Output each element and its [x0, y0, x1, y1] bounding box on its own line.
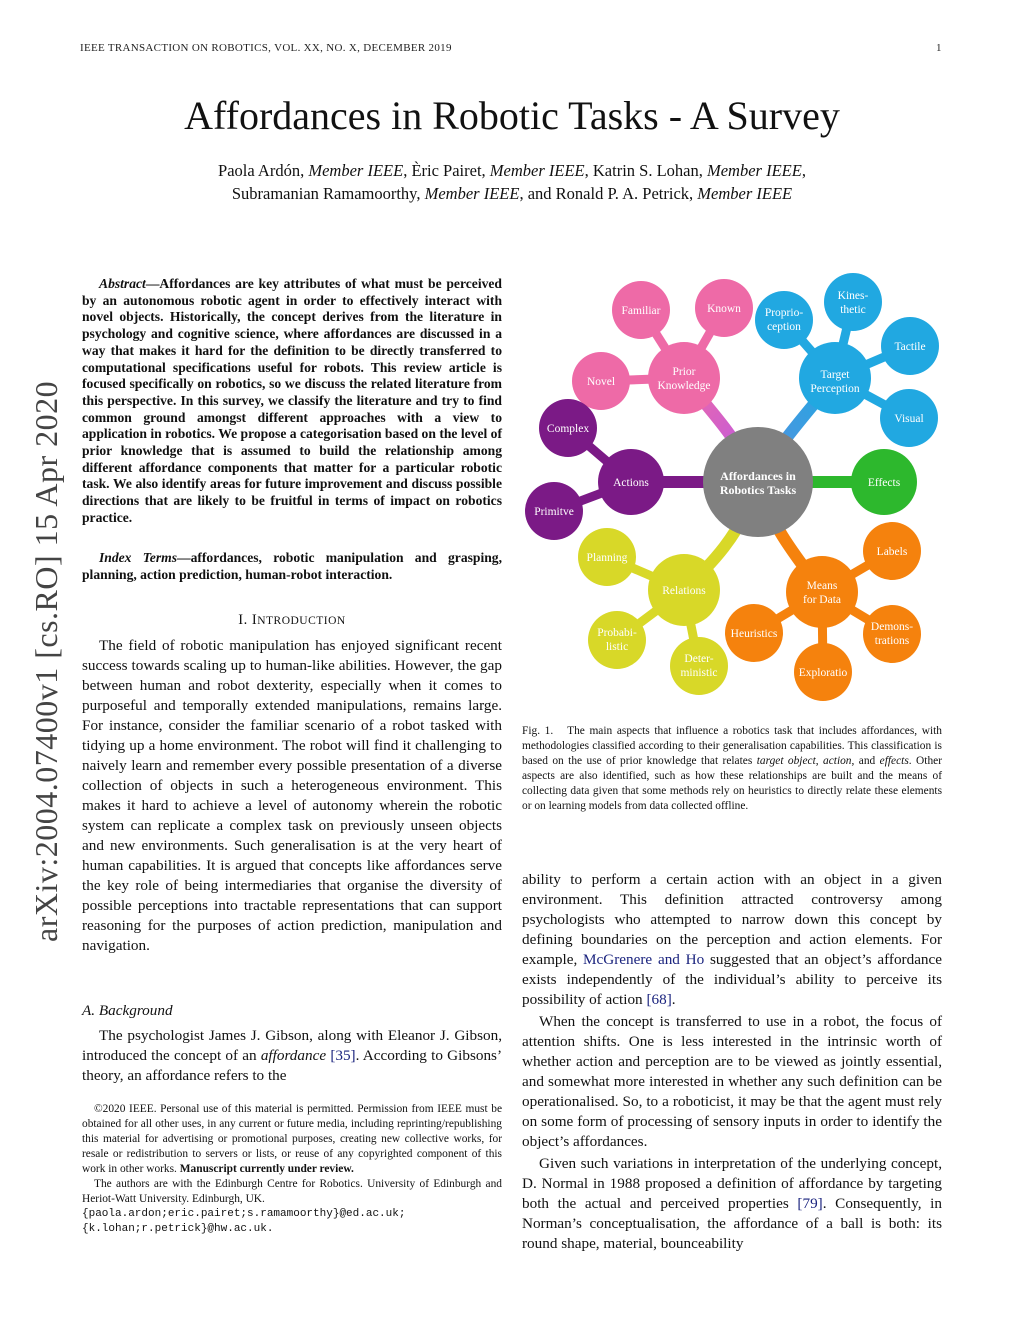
mcgrenere-link[interactable]: McGrenere and Ho: [583, 951, 705, 968]
svg-text:Primitve: Primitve: [534, 506, 574, 518]
affiliation: The authors are with the Edinburgh Centre for Robotics. University of Edinburgh and Heriot-Watt University. Edinburgh, UK.: [82, 1178, 502, 1205]
svg-text:Novel: Novel: [586, 376, 616, 388]
author-name: Paola Ardón: [218, 161, 301, 180]
arxiv-identifier: arXiv:2004.07400v1 [cs.RO] 15 Apr 2020: [28, 380, 64, 942]
email-line: {k.lohan;r.petrick}@hw.ac.uk.: [82, 1223, 274, 1235]
index-terms-text: —affordances, robotic manipulation and grasping, planning, action prediction, human-robot interaction.: [82, 550, 502, 582]
svg-text:Familiar: Familiar: [621, 305, 661, 317]
abstract-label: Abstract: [99, 276, 146, 291]
node-prior-knowledge: [648, 342, 720, 414]
author-name: Katrin S. Lohan: [592, 161, 699, 180]
svg-text:Proprio-ception: Proprio-ception: [764, 307, 804, 333]
subsection-heading-background: A. Background: [82, 1002, 173, 1019]
citation-link[interactable]: [79]: [797, 1195, 823, 1212]
svg-text:TargetPerception: Target Perception: [810, 369, 860, 395]
abstract: [82, 276, 502, 527]
node-deterministic: [670, 637, 728, 695]
svg-text:Deter-ministic: Deter-ministic: [680, 653, 718, 679]
svg-text:PriorKnowledge: Prior Knowledge: [657, 366, 711, 392]
node-proprioception: [755, 291, 813, 349]
svg-text:Probabi-listic: Probabi-listic: [597, 627, 637, 653]
svg-text:Exploratio: Exploratio: [798, 667, 848, 679]
author-role: Member IEEE: [697, 184, 793, 203]
svg-text:Tactile: Tactile: [894, 341, 926, 353]
copyright-notice: ©2020 IEEE. Personal use of this material is permitted. Permission from IEEE must be obtained for all other uses, in any current or future media, including reprinting/republishing this material for advertising or promotional purposes, creating new collective works, for resale or redistribution to servers or lists, or reuse of any copyrighted component of this work in other works. Manuscript currently under review.: [82, 1103, 502, 1175]
paragraph-definition: ability to perform a certain action with an object in a given environment. This definition attracted controversy among psychologists who attempted to narrow down this concept by defining boundaries on the perception and action elements. For example, McGrenere and Ho suggested that an object’s affordance exists independently of the individual’s ability to perceive its possibility of action [68].: [522, 871, 943, 1008]
author-line-2: Subramanian Ramamoorthy, Member IEEE, and Ronald P. A. Petrick, Member IEEE: [231, 184, 793, 203]
node-kinesthetic: [824, 273, 882, 331]
running-header: IEEE TRANSACTION ON ROBOTICS, VOL. XX, NO. X, DECEMBER 2019: [80, 42, 452, 54]
affordance-mindmap-figure: [520, 268, 950, 708]
paragraph-norman: Given such variations in interpretation of the underlying concept, D. Normal in 1988 proposed a definition of affordance by targeting both the actual and perceived properties [79]. Consequently, in Norman’s conceptualisation, the affordance of a ball is both: its round shape, material, bounceability: [522, 1155, 942, 1252]
section-heading-introduction: I. INTRODUCTION: [238, 612, 346, 628]
introduction-paragraph: The field of robotic manipulation has enjoyed significant recent success towards scaling up to human-like abilities. However, the gap between human and robot dexterity, especially when it comes to purposeful and temporally extended manipulations, remains large. For instance, consider the familiar scenario of a robot tasked with tidying up a home environment. The robot will find it challenging to naively learn and remember every possible presentation of a diverse collection of objects in such a heterogeneous environment. This makes it hard to achieve a level of autonomy wherein the robotic system can replicate a complex task on previously unseen objects and new environments. Such generalisation is at the very heart of human capabilities. It is argued that concepts like affordances serve the key role of being intermediaries that organise the diversity of possible perceptions into tractable representations that can support reasoning for the purposes of action prediction, manipulation and navigation.: [82, 637, 502, 954]
svg-text:Demons-trations: Demons-trations: [870, 621, 914, 647]
author-role: Member IEEE: [424, 184, 520, 203]
node-means-for-data: [786, 556, 858, 628]
author-name: Èric Pairet: [411, 161, 482, 180]
svg-text:Labels: Labels: [876, 546, 908, 558]
index-terms: [82, 550, 502, 583]
svg-text:Planning: Planning: [586, 552, 628, 564]
background-paragraph: The psychologist James J. Gibson, along with Eleanor J. Gibson, introduced the concept of an affordance [35]. According to Gibsons’ theory, an affordance refers to the: [82, 1027, 503, 1084]
svg-text:Relations: Relations: [662, 585, 706, 597]
author-role: Member IEEE: [706, 161, 802, 180]
svg-text:Known: Known: [707, 303, 741, 315]
caption-label: Fig. 1.: [522, 725, 554, 737]
index-terms-label: Index Terms: [99, 550, 177, 565]
node-demonstrations: [863, 605, 921, 663]
author-role: Member IEEE: [489, 161, 585, 180]
author-role: Member IEEE: [308, 161, 404, 180]
abstract-text: —Affordances are key attributes of what must be perceived by an autonomous robotic agent in order to effectively interact with novel objects. Historically, the concept derives from the literature in psychology and cognitive science, where affordances are discussed in a way that makes it hard for the definition to be directly transferred to computational specifications useful for robots. This review article is focused specifically on robotics, so we discuss the related literature from this perspective. In this survey, we classify the literature and try to find common ground amongst different approaches with a view to application in robotics. We propose a categorisation based on the level of prior knowledge that is assumed to build the relationship among different affordance components that matter for a particular robotic task. We also identify areas for future improvement and discuss possible directions that are likely to be fruitful in terms of impact on robotics practice.: [82, 276, 502, 525]
right-column-text: [522, 870, 942, 1254]
node-probabilistic: [588, 611, 646, 669]
center-label: Affordances in Robotics Tasks: [719, 469, 797, 497]
page-number: 1: [936, 42, 942, 54]
svg-text:Visual: Visual: [894, 413, 924, 425]
figure-caption: Fig. 1. The main aspects that influence a robotics task that includes affordances, with methodologies classified according to their generalisation capabilities. This classification is based on the use of prior knowledge that relates target object, action, and effects. Other aspects are also identified, such as how these relationships are built and the means of collecting data given that some methods rely on heuristics to directly relate these elements or on learning models from data collected offline.: [522, 725, 943, 812]
svg-text:Actions: Actions: [613, 477, 649, 489]
author-name: Subramanian Ramamoorthy: [231, 184, 417, 203]
svg-text:Kines-thetic: Kines-thetic: [837, 290, 869, 316]
email-line: {paola.ardon;eric.pairet;s.ramamoorthy}@ed.ac.uk;: [82, 1208, 406, 1220]
svg-text:Complex: Complex: [546, 423, 590, 435]
author-line-1: Paola Ardón, Member IEEE, Èric Pairet, Member IEEE, Katrin S. Lohan, Member IEEE,: [218, 161, 806, 180]
author-name: Ronald P. A. Petrick: [555, 184, 690, 203]
svg-text:Heuristics: Heuristics: [730, 628, 778, 640]
footnote: [82, 1102, 502, 1237]
citation-link[interactable]: [68]: [646, 991, 672, 1008]
citation-link[interactable]: [35]: [330, 1047, 356, 1064]
svg-text:Effects: Effects: [867, 477, 901, 489]
paper-title: Affordances in Robotic Tasks - A Survey: [184, 93, 840, 138]
paragraph-robot-transfer: When the concept is transferred to use in a robot, the focus of attention shifts. One is less interested in the intrinsic worth of whether action and perception are to be viewed as jointly essential, and somewhat more interested in whether any such definition can be operationalised. So, to a roboticist, it may be that the agent must rely on some form of processing of sensory inputs in order to identify the object’s affordances.: [522, 1013, 942, 1150]
svg-text:Meansfor Data: Means for Data: [803, 580, 841, 606]
